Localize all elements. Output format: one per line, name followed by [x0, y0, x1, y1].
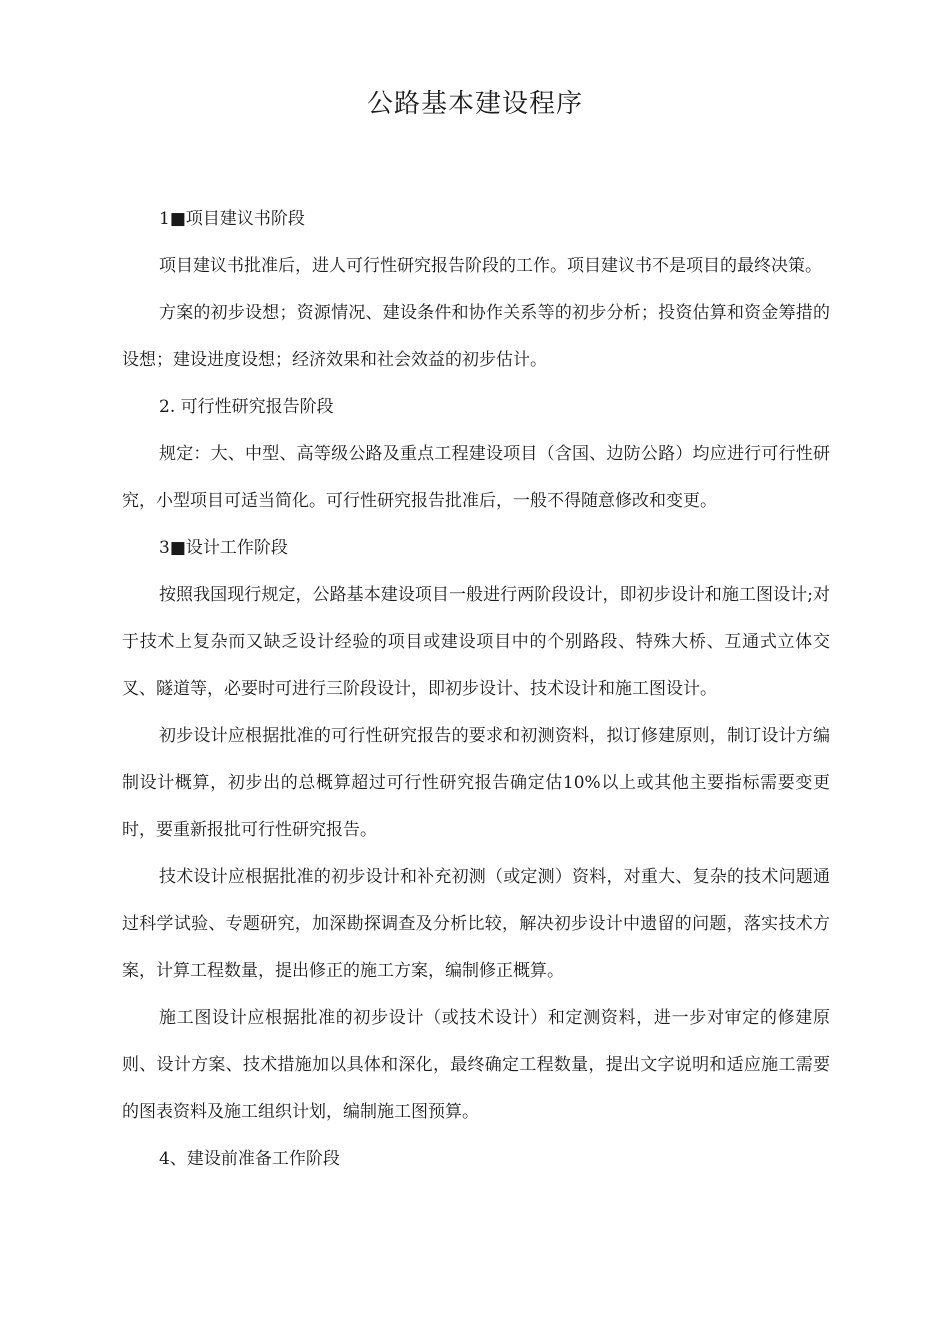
section-heading-2: 2. 可行性研究报告阶段: [159, 397, 334, 417]
paragraph: 按照我国现行规定，公路基本建设项目一般进行两阶段设计，即初步设计和施工图设计;对于技术上复杂而又缺乏设计经验的项目或建设项目中的个别路段、特殊大桥、互通式立体交叉、隧道等，必要时可进行三阶段设计，即初步设计、技术设计和施工图设计。: [122, 585, 830, 699]
document-title: 公路基本建设程序: [366, 89, 583, 119]
paragraph: 方案的初步设想；资源情况、建设条件和协作关系等的初步分析；投资估算和资金筹措的设想；建设进度设想；经济效果和社会效益的初步估计。: [122, 303, 830, 370]
paragraph: 项目建议书批准后，进人可行性研究报告阶段的工作。项目建议书不是项目的最终决策。: [159, 256, 822, 276]
section-heading-4: 4、建设前准备工作阶段: [159, 1149, 340, 1169]
document-body: [122, 196, 830, 1183]
paragraph: 施工图设计应根据批准的初步设计（或技术设计）和定测资料，进一步对审定的修建原则、设计方案、技术措施加以具体和深化，最终确定工程数量，提出文字说明和适应施工需要的图表资料及施工组织计划，编制施工图预算。: [122, 1008, 830, 1122]
paragraph: 规定：大、中型、高等级公路及重点工程建设项目（含国、边防公路）均应进行可行性研究，小型项目可适当简化。可行性研究报告批准后，一般不得随意修改和变更。: [122, 444, 830, 511]
section-heading-3: 3■设计工作阶段: [159, 538, 288, 558]
section-heading-1: 1■项目建议书阶段: [159, 209, 305, 229]
paragraph: 技术设计应根据批准的初步设计和补充初测（或定测）资料，对重大、复杂的技术问题通过科学试验、专题研究，加深勘探调查及分析比较，解决初步设计中遗留的问题，落实技术方案，计算工程数量，提出修正的施工方案，编制修正概算。: [122, 867, 830, 981]
paragraph: 初步设计应根据批准的可行性研究报告的要求和初测资料，拟订修建原则，制订设计方编制设计概算，初步出的总概算超过可行性研究报告确定估10%以上或其他主要指标需要变更时，要重新报批可行性研究报告。: [122, 726, 830, 840]
